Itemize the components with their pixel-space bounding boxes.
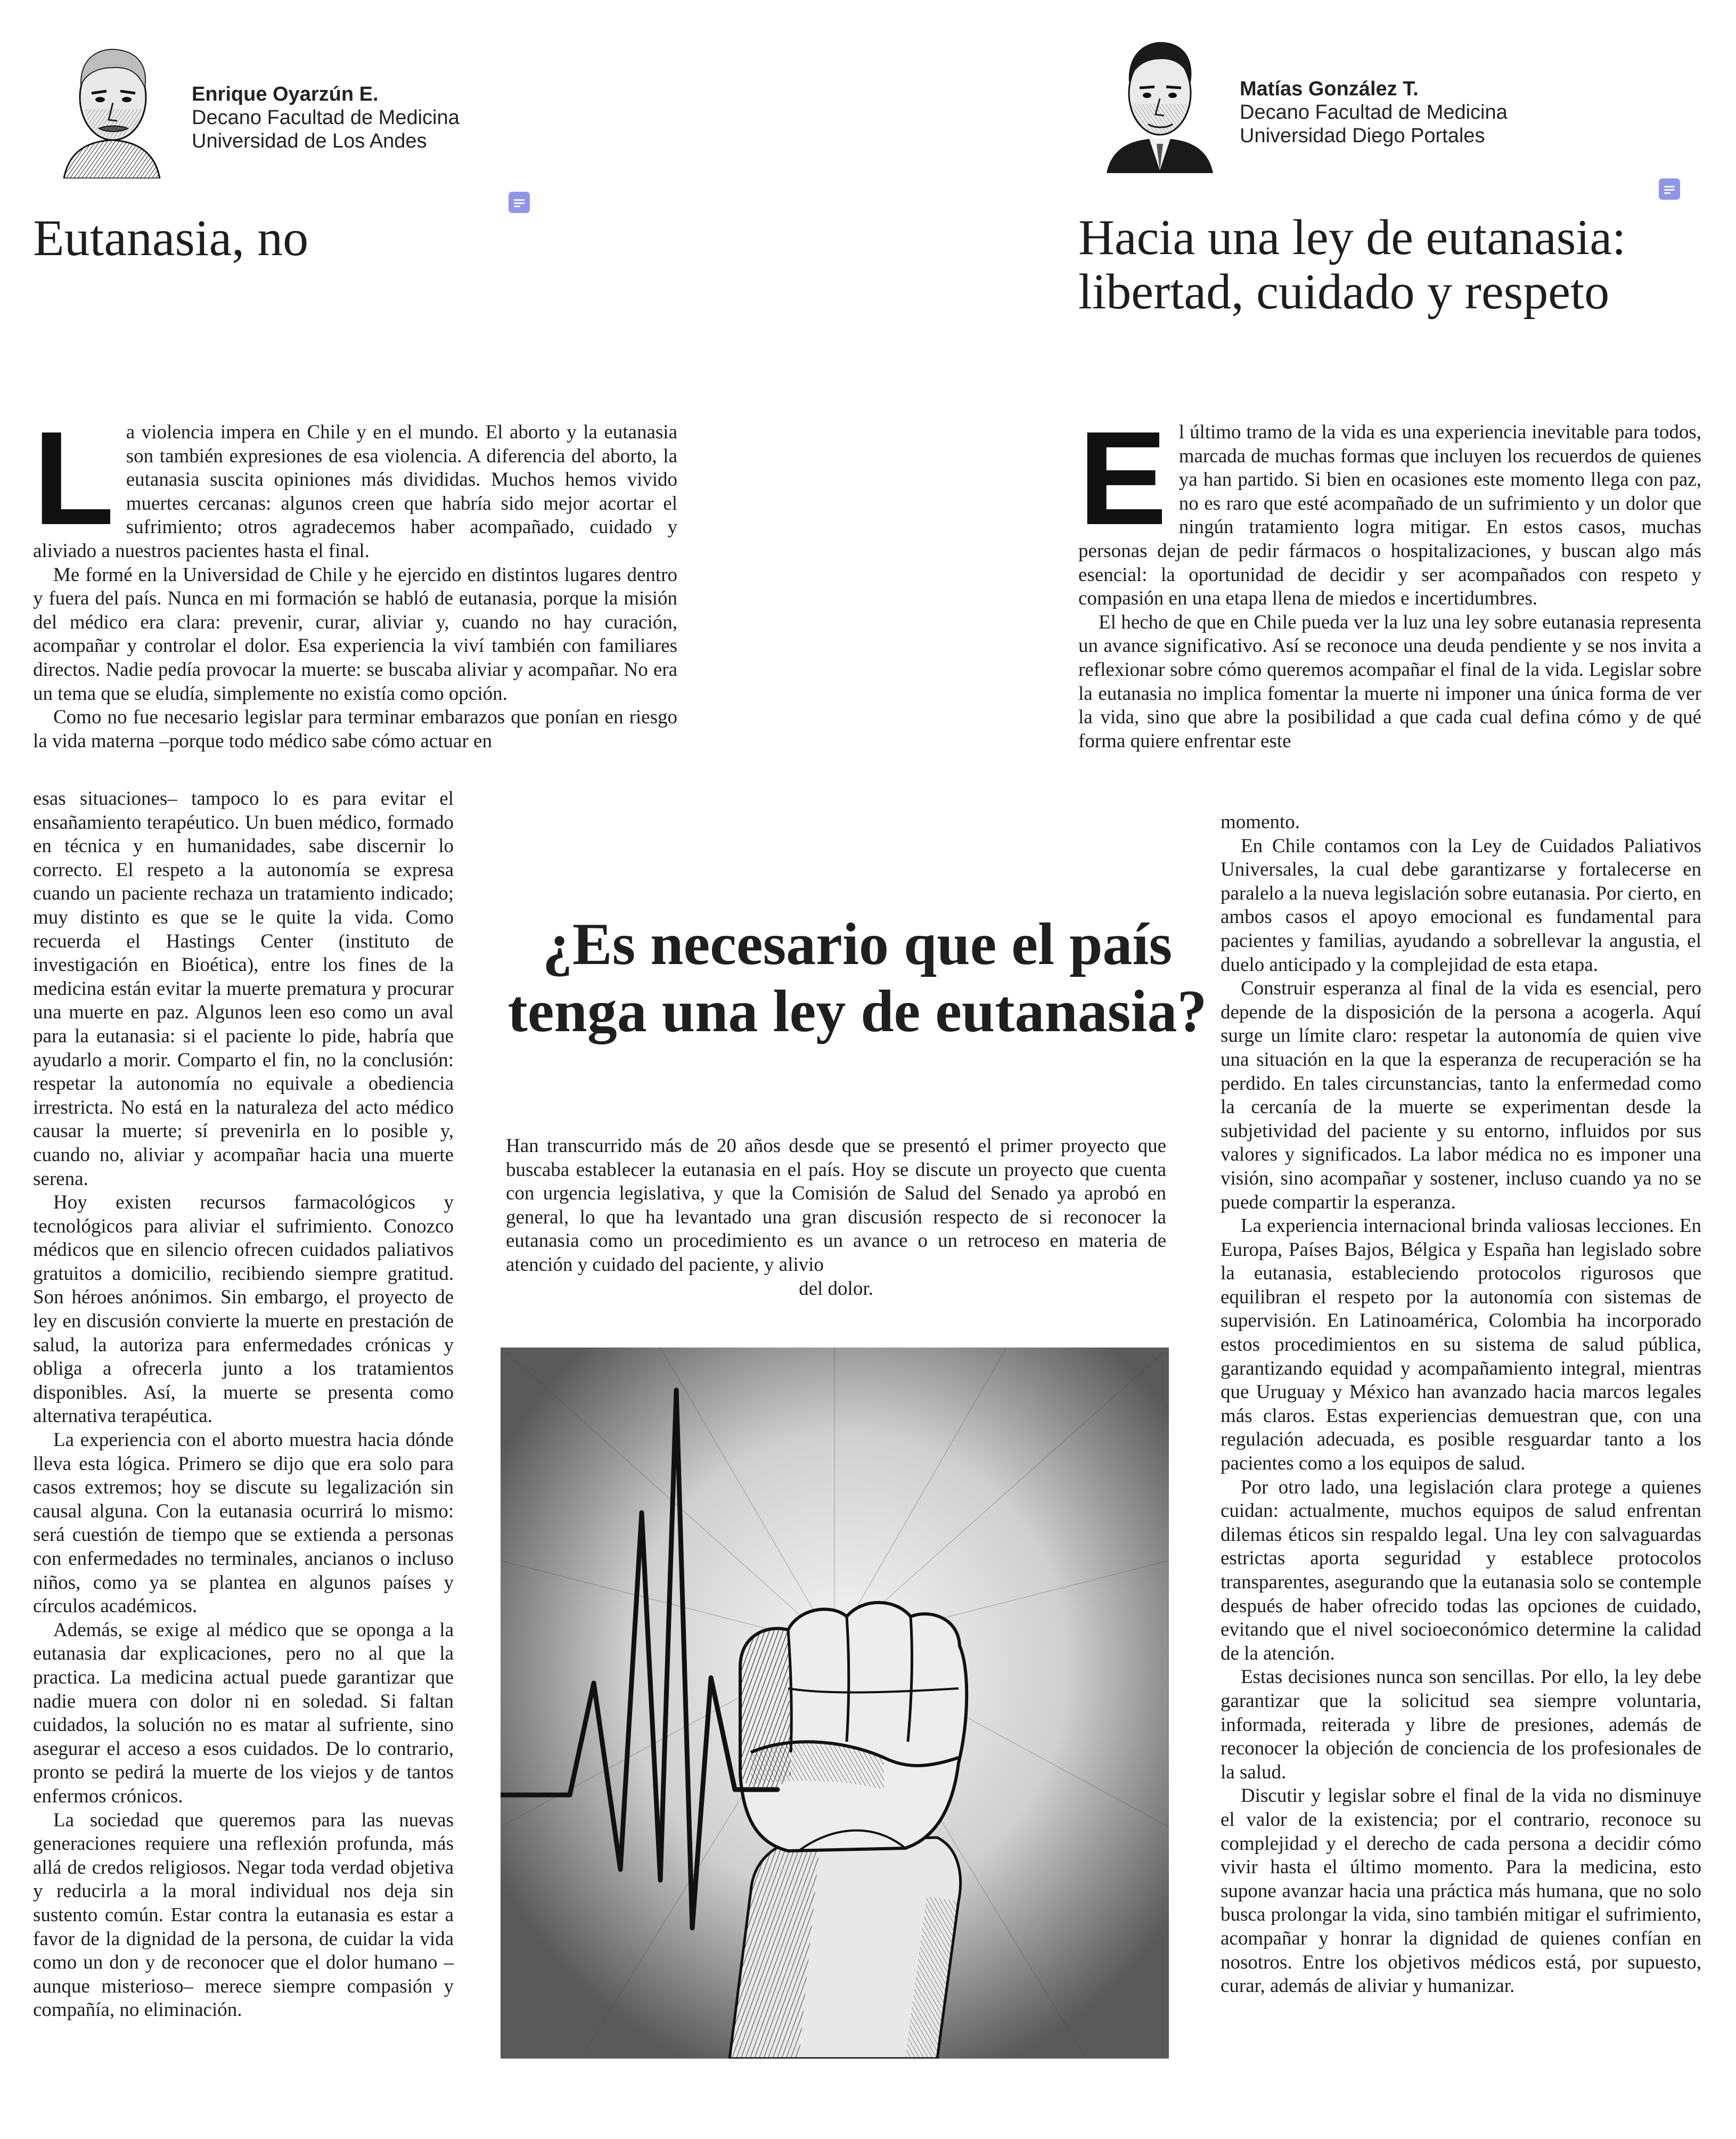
paragraph: Me formé en la Universidad de Chile y he ejercido en distintos lugares dentro y fuera del país. Nunca en mi formación se habló de eutanasia, porque la misión del médico era clara: prevenir, curar, aliviar y, cuando no hay curación, acompañar y controlar el dolor. Esa experiencia la viví también con familiares directos. Nadie pedía provocar la muerte: se buscaba aliviar y acompañar. No era un tema que se eludía, simplemente no existía como opción. [33, 564, 677, 705]
author-name-left: Enrique Oyarzún E. [192, 83, 379, 105]
paragraph: Estas decisiones nunca son sencillas. Por ello, la ley debe garantizar que la solicitud sea siempre voluntaria, informada, reiterada y libre de presiones, además de reconocer la objeción de conciencia de los profesionales de la salud. [1221, 1666, 1701, 1783]
article-right-top [1078, 404, 1701, 753]
debate-intro [506, 1134, 1166, 1301]
paragraph: La experiencia internacional brinda valiosas lecciones. En Europa, Países Bajos, Bélgica y España han legislado sobre la eutanasia, estableciendo protocolos rigurosos que equilibran el respeto por la autonomía con sistemas de supervisión. En Latinoamérica, Colombia ha incorporado estos procedimientos en su sistema de salud pública, garantizando equidad y acompañamiento integral, mientras que Uruguay y México han avanzado hacia marcos legales más claros. Estas experiencias demuestran que, con una regulación adecuada, es posible resguardar tanto a los pacientes como a los equipos de salud. [1221, 1215, 1701, 1475]
paragraph: La experiencia con el aborto muestra hacia dónde lleva esta lógica. Primero se dijo que era solo para casos extremos; hoy se discute su legalización sin causal alguna. Con la eutanasia ocurrirá lo mismo: será cuestión de tiempo que se extienda a personas con enfermedades no terminales, ancianos o incluso niños, como ya se plantea en algunos países y círculos académicos. [33, 1429, 454, 1618]
author-institution-left: Universidad de Los Andes [192, 130, 427, 152]
article-left-bottom [33, 787, 454, 2022]
author-institution-right: Universidad Diego Portales [1240, 125, 1485, 147]
author-role-left: Decano Facultad de Medicina [192, 107, 460, 129]
paragraph: esas situaciones– tampoco lo es para evitar el ensañamiento terapéutico. Un buen médico, formado en técnica y en humanidades, sabe discernir lo correcto. El respeto a la autonomía se expresa cuando un paciente rechaza un tratamiento indicado; muy distinto es que se le quite la vida. Como recuerda el Hastings Center (instituto de investigación en Bioética), entre los fines de la medicina están evitar la muerte prematura y procurar una muerte en paz. Algunos leen eso como un aval para la eutanasia: si el paciente lo pide, habría que ayudarlo a morir. Comparto el fin, no la conclusión: respetar la autonomía no equivale a obediencia irrestricta. No está en la naturaleza del acto médico causar la muerte; sí prevenirla en lo posible y, cuando no, aliviar y acompañar hacia una muerte serena. [33, 788, 454, 1190]
author-portrait-right [1101, 29, 1218, 173]
headline-left: Eutanasia, no [33, 209, 309, 266]
byline-left [53, 35, 460, 178]
byline-right [1101, 29, 1508, 173]
debate-question: ¿Es necesario que el país tenga una ley de eutanasia? [507, 911, 1207, 1044]
article-left-top [33, 404, 677, 753]
author-name-right: Matías González T. [1240, 78, 1419, 100]
paragraph: Hoy existen recursos farmacológicos y tecnológicos para aliviar el sufrimiento. Conozco médicos que en silencio ofrecen cuidados paliativos gratuitos a domicilio, recibiendo siempre gratitud. Son héroes anónimos. Sin embargo, el proyecto de ley en discusión convierte la muerte en prestación de salud, la autoriza para enfermedades crónicas y obliga a ofrecerla junto a los tratamientos disponibles. Así, la muerte se presenta como alternativa terapéutica. [33, 1191, 454, 1427]
raised-fist-heartbeat-illustration [501, 1348, 1169, 2059]
intro-text: Han transcurrido más de 20 años desde que se presentó el primer proyecto que buscaba establecer la eutanasia en el país. Hoy se discute un proyecto que cuenta con urgencia legislativa, y que la Comisión de Salud del Senado ya aprobó en general, lo que ha levantado una gran discusión respecto de si reconocer la eutanasia como un procedimiento es un avance o un retroceso en materia de atención y cuidado del paciente, y alivio [506, 1135, 1166, 1276]
paragraph: El hecho de que en Chile pueda ver la luz una ley sobre eutanasia representa un avance significativo. Así se reconoce una deuda pendiente y se nos invita a reflexionar sobre cómo queremos acompañar el final de la vida. Legislar sobre la eutanasia no implica fomentar la muerte ni imponer una única forma de ver la vida, sino que abre la posibilidad a que cada cual defina cómo y de qué forma quiere enfrentar este [1078, 611, 1701, 752]
author-role-right: Decano Facultad de Medicina [1240, 101, 1508, 124]
paragraph: Como no fue necesario legislar para terminar embarazos que ponían en riesgo la vida materna –porque todo médico sabe cómo actuar en [33, 706, 677, 752]
paragraph: Construir esperanza al final de la vida es esencial, pero depende de la disposición de la persona a acogerla. Aquí surge un límite claro: respetar la autonomía de quien vive una situación en la que la esperanza de recuperación se ha perdido. En tales circunstancias, tanto la enfermedad como la cercanía de la muerte se experimentan desde la subjetividad del paciente y su entorno, influidos por sus valores y significados. La labor médica no es imponer una visión, sino acompañar y sostener, incluso cuando ya no se puede compartir la esperanza. [1221, 977, 1701, 1213]
note-icon[interactable] [509, 192, 530, 213]
paragraph: Además, se exige al médico que se oponga a la eutanasia dar explicaciones, pero no al que la practica. La medicina actual puede garantizar que nadie muera con dolor ni en soledad. Si faltan cuidados, la solución no es matar al sufriente, sino asegurar el acceso a esos cuidados. De lo contrario, pronto se pedirá la muerte de los viejos y de tantos enfermos crónicos. [33, 1619, 454, 1807]
paragraph: En Chile contamos con la Ley de Cuidados Paliativos Universales, la cual debe garantizarse y fortalecerse en paralelo a la nueva legislación sobre eutanasia. Por cierto, en ambos casos el apoyo emocional es fundamental para pacientes y familias, ayudando a sobrellevar la angustia, el duelo anticipado y la complejidad de esta etapa. [1221, 835, 1701, 976]
dropcap-left: L [33, 404, 114, 552]
article-right-bottom [1221, 811, 1701, 1998]
dropcap-right: E [1078, 404, 1167, 552]
paragraph: La sociedad que queremos para las nuevas generaciones requiere una reflexión profunda, más allá de credos religiosos. Negar toda verdad objetiva y reducirla a la moral individual nos deja sin sustento común. Estar contra la eutanasia es estar a favor de la dignidad de la persona, de cuidar la vida como un don y de reconocer que el dolor humano –aunque misterioso– merece siempre compasión y compañía, no eliminación. [33, 1809, 454, 2021]
intro-text-end: del dolor. [799, 1277, 873, 1300]
paragraph: La violencia impera en Chile y en el mundo. El aborto y la eutanasia son también expresiones de esa violencia. A diferencia del aborto, la eutanasia suscita opiniones más divididas. Muchos hemos vivido muertes cercanas: algunos creen que habría sido mejor acortar el sufrimiento; otros agradecemos haber acompañado, cuidado y aliviado a nuestros pacientes hasta el final. [33, 404, 677, 562]
paragraph: Por otro lado, una legislación clara protege a quienes cuidan: actualmente, muchos equipos de salud enfrentan dilemas éticos sin respaldo legal. Una ley con salvaguardas estrictas aporta seguridad y establece protocolos transparentes, asegurando que la eutanasia solo se contemple después de haber ofrecido todas las opciones de cuidado, evitando que el nivel socioeconómico determine la calidad de la atención. [1221, 1476, 1701, 1664]
note-icon[interactable] [1659, 178, 1680, 200]
headline-right: Hacia una ley de eutanasia: libertad, cuidado y respeto [1078, 210, 1626, 320]
author-portrait-left [53, 35, 170, 178]
paragraph: El último tramo de la vida es una experiencia inevitable para todos, marcada de muchas formas que incluyen los recuerdos de quienes ya han partido. Si bien en ocasiones este momento llega con paz, no es raro que esté acompañado de un sufrimiento y un dolor que ningún tratamiento logra mitigar. En estos casos, muchas personas dejan de pedir fármacos o hospitalizaciones, y buscan algo más esencial: la oportunidad de decidir y ser acompañados con respeto y compasión en una etapa llena de miedos e incertidumbres. [1078, 404, 1701, 610]
paragraph: Discutir y legislar sobre el final de la vida no disminuye el valor de la existencia; por el contrario, reconoce su complejidad y el derecho de cada persona a decidir cómo vivir hasta el último momento. Para la medicina, esto supone avanzar hacia una práctica más humana, que no solo busca prolongar la vida, sino también mitigar el sufrimiento, acompañar y honrar la dignidad de quienes confían en nosotros. Entre los objetivos médicos está, por supuesto, curar, además de aliviar y humanizar. [1221, 1785, 1701, 1997]
paragraph: momento. [1221, 811, 1300, 833]
